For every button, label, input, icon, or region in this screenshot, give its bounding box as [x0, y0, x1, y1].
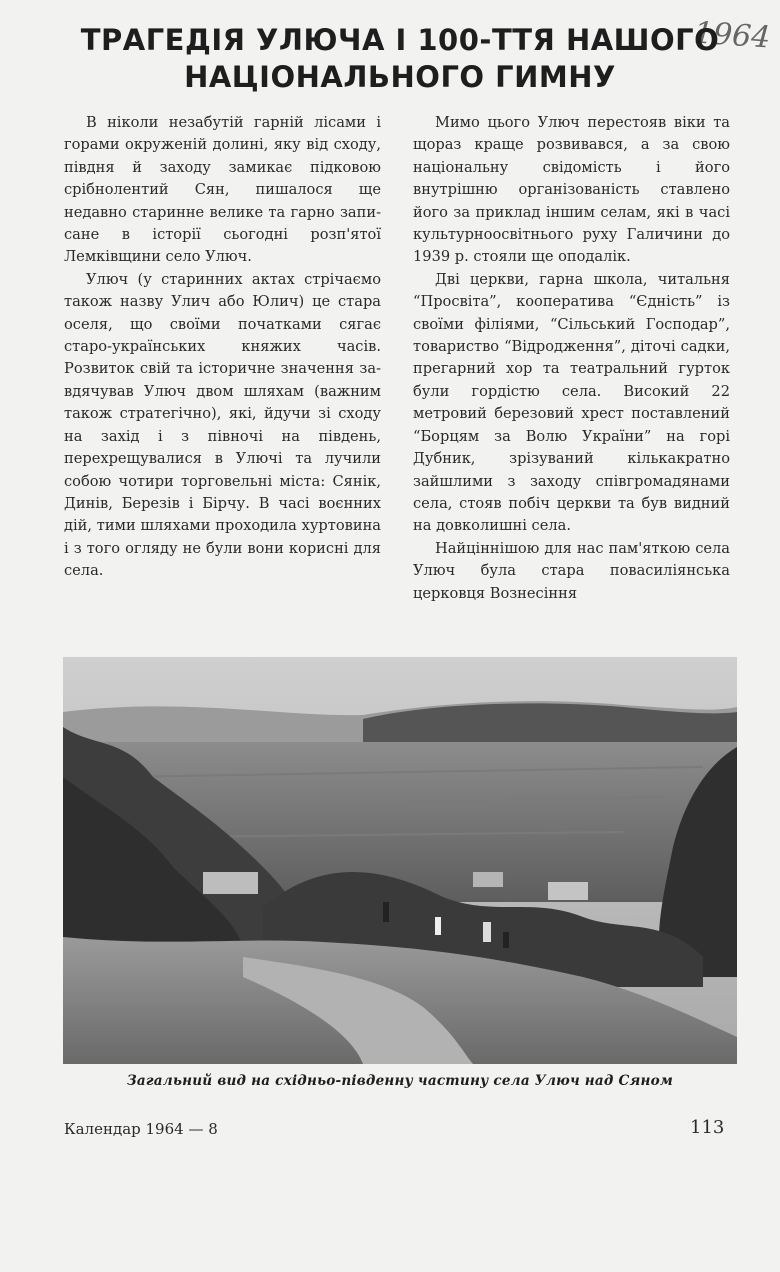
- handwritten-note: 1964: [692, 15, 772, 56]
- paragraph: Улюч (у старинних актах стрічаємо також назву Улич або Юлич) це стара оселя, що своїми початками сягає старо-українських княжих часів. Розвиток свій та історичне значення завдячував Улюч двом шляхам (важним також стратегічно), які, йдучи зі сходу на захід і з півночі на південь, перехрещувалися в Улючі та лучили собою чотири торговельні міста: Сянік, Динів, Березів і Бірчу. В часі воєнних дій, тими шляхами проходила хуртовина і з того огляду не були вони корисні для села.: [64, 270, 381, 580]
- village-photo: [63, 657, 737, 1064]
- left-column: [64, 112, 381, 583]
- paragraph: В ніколи незабутій гарній лісами і горами окруженій долині, яку від сходу, півдня й заходу замикає підковою срібнолентий Сян, пишалося ще недавно старинне велике та гарно записане в історії сьогодні розп'ятої Лемківщини село Улюч.: [64, 114, 381, 266]
- article-title-line-1: ТРАГЕДІЯ УЛЮЧА І 100-ТТЯ НАШОГО: [80, 23, 720, 57]
- paragraph: Найціннішою для нас пам'яткою села Улюч була стара повасиліянська церковця Вознесіння: [413, 539, 730, 602]
- photo-caption: Загальний вид на східньо-південну частину села Улюч над Сяном: [126, 1073, 674, 1089]
- village-landscape-image: [63, 657, 737, 1064]
- paragraph: Мимо цього Улюч перестояв віки та щораз краще розвивався, а за свою національну свідомість і його внутрішню організованість ставлено його за приклад іншим селам, які в часі культурноосвітнього руху Галичини до 1939 р. стояли ще оподалік.: [413, 114, 730, 266]
- page-number: 113: [690, 1117, 725, 1138]
- article-title: [60, 22, 740, 96]
- footer-publication: Календар 1964 — 8: [64, 1120, 218, 1138]
- right-column: [413, 112, 730, 605]
- article-title-line-2: НАЦІОНАЛЬНОГО ГИМНУ: [184, 60, 616, 94]
- paragraph: Дві церкви, гарна школа, читальня “Просвіта”, кооператива “Єдність” із своїми філіями, “Сільський Господар”, товариство “Відродження”, діточі садки, прегарний хор та театральний гурток були гордістю села. Високий 22 метровий березовий хрест поставлений “Борцям за Волю України” на горі Дубник, зрізуваний кількакратно зайшлими з заходу співгромадянами села, стояв побіч церкви та був видний на довколишні села.: [413, 270, 730, 535]
